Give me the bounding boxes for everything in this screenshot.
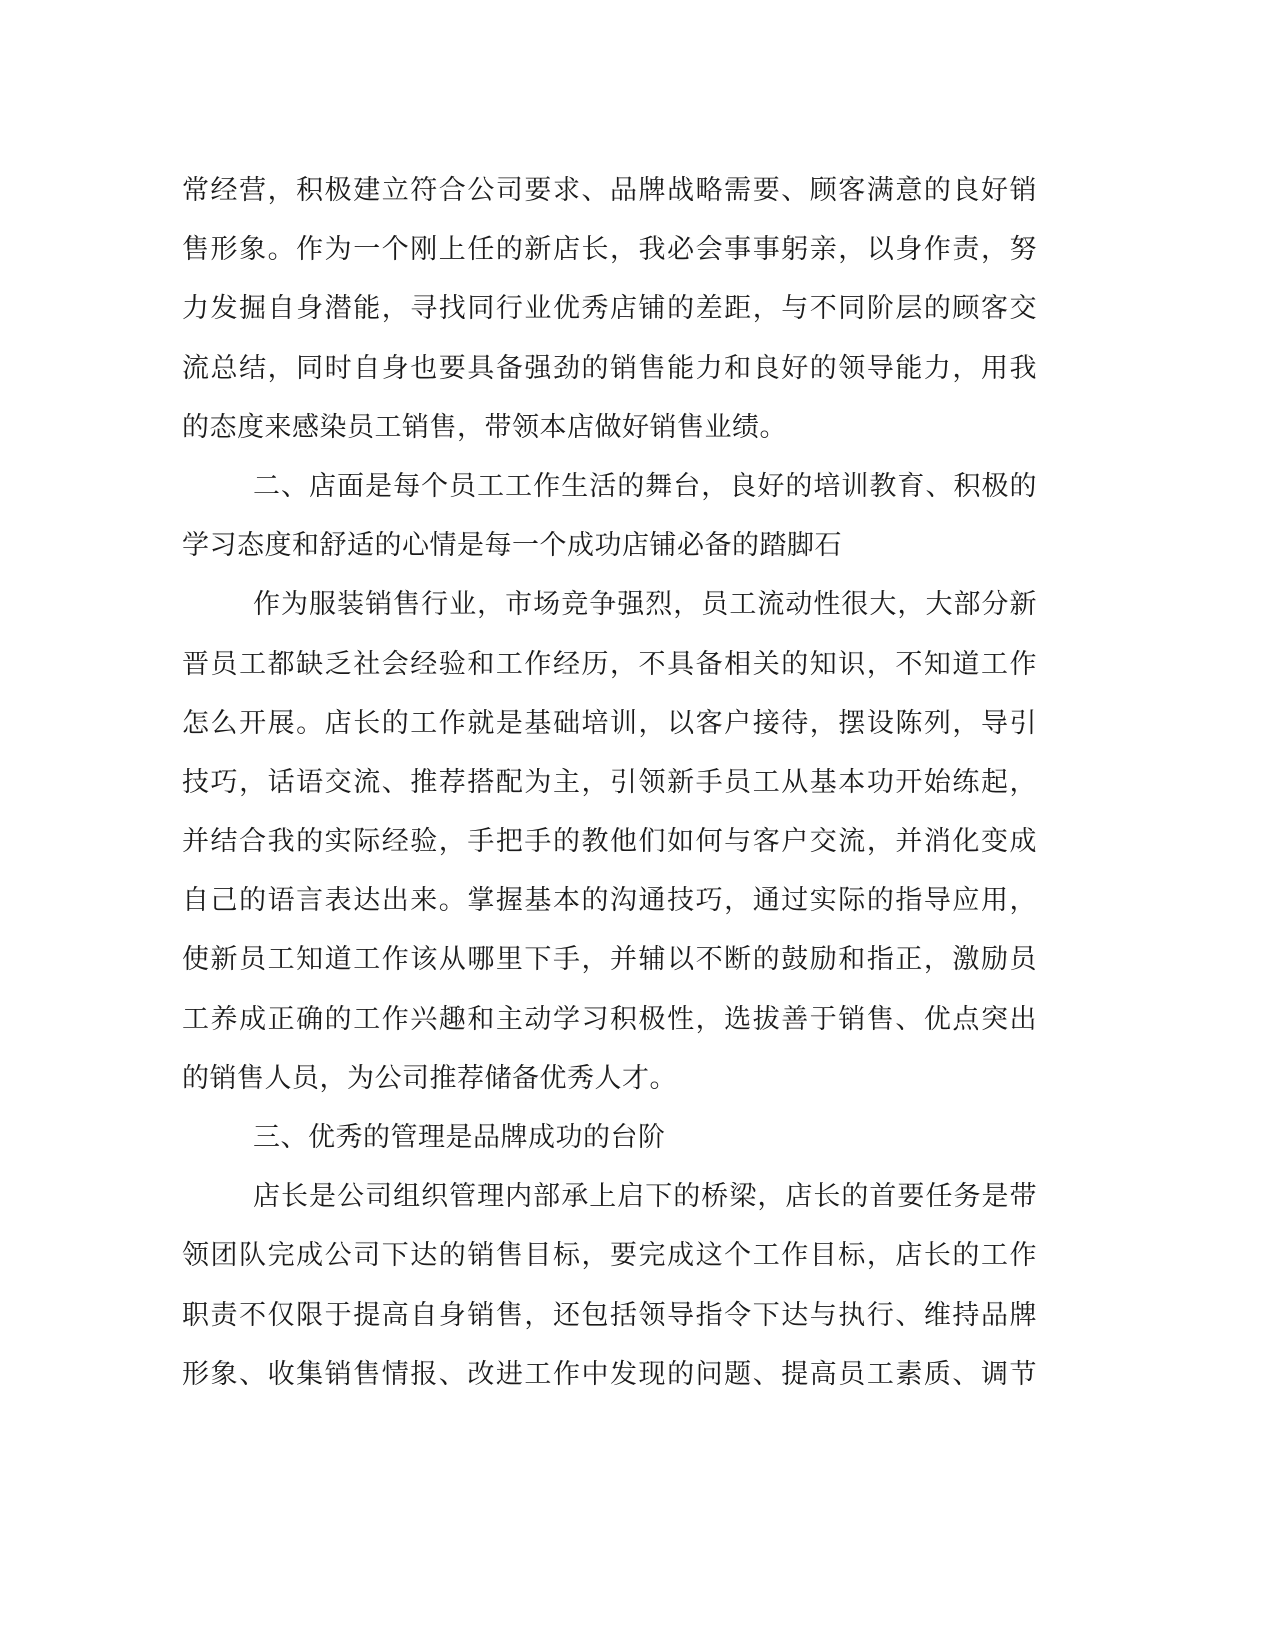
text-line: 职责不仅限于提高自身销售，还包括领导指令下达与执行、维持品牌 [182, 1299, 1037, 1331]
text-line: 的销售人员，为公司推荐储备优秀人才。 [182, 1062, 677, 1094]
text-line: 工养成正确的工作兴趣和主动学习积极性，选拔善于销售、优点突出 [182, 1003, 1037, 1035]
section-heading-line: 二、店面是每个员工工作生活的舞台，良好的培训教育、积极的 [253, 470, 1037, 502]
text-line: 技巧，话语交流、推荐搭配为主，引领新手员工从基本功开始练起， [182, 766, 1037, 798]
text-line: 形象、收集销售情报、改进工作中发现的问题、提高员工素质、调节 [182, 1358, 1037, 1390]
text-line: 店长是公司组织管理内部承上启下的桥梁，店长的首要任务是带 [253, 1181, 1037, 1213]
document-body [182, 161, 1037, 1404]
text-line: 的态度来感染员工销售，带领本店做好销售业绩。 [182, 411, 787, 443]
text-line: 并结合我的实际经验，手把手的教他们如何与客户交流，并消化变成 [182, 826, 1037, 858]
text-line: 晋员工都缺乏社会经验和工作经历，不具备相关的知识，不知道工作 [182, 648, 1037, 680]
text-line: 流总结，同时自身也要具备强劲的销售能力和良好的领导能力，用我 [182, 352, 1037, 384]
text-line: 作为服装销售行业，市场竞争强烈，员工流动性很大，大部分新 [253, 589, 1037, 621]
text-line: 常经营，积极建立符合公司要求、品牌战略需要、顾客满意的良好销 [182, 175, 1037, 206]
text-line: 使新员工知道工作该从哪里下手，并辅以不断的鼓励和指正，激励员 [182, 944, 1037, 976]
text-line: 怎么开展。店长的工作就是基础培训，以客户接待，摆设陈列，导引 [182, 707, 1037, 739]
section-heading-line: 学习态度和舒适的心情是每一个成功店铺必备的踏脚石 [182, 530, 842, 562]
text-line: 领团队完成公司下达的销售目标，要完成这个工作目标，店长的工作 [182, 1240, 1037, 1272]
text-line: 力发掘自身潜能，寻找同行业优秀店铺的差距，与不同阶层的顾客交 [182, 293, 1037, 325]
text-line: 自己的语言表达出来。掌握基本的沟通技巧，通过实际的指导应用， [182, 885, 1037, 917]
section-heading-line: 三、优秀的管理是品牌成功的台阶 [253, 1122, 666, 1153]
text-line: 售形象。作为一个刚上任的新店长，我必会事事躬亲，以身作责，努 [182, 234, 1037, 266]
